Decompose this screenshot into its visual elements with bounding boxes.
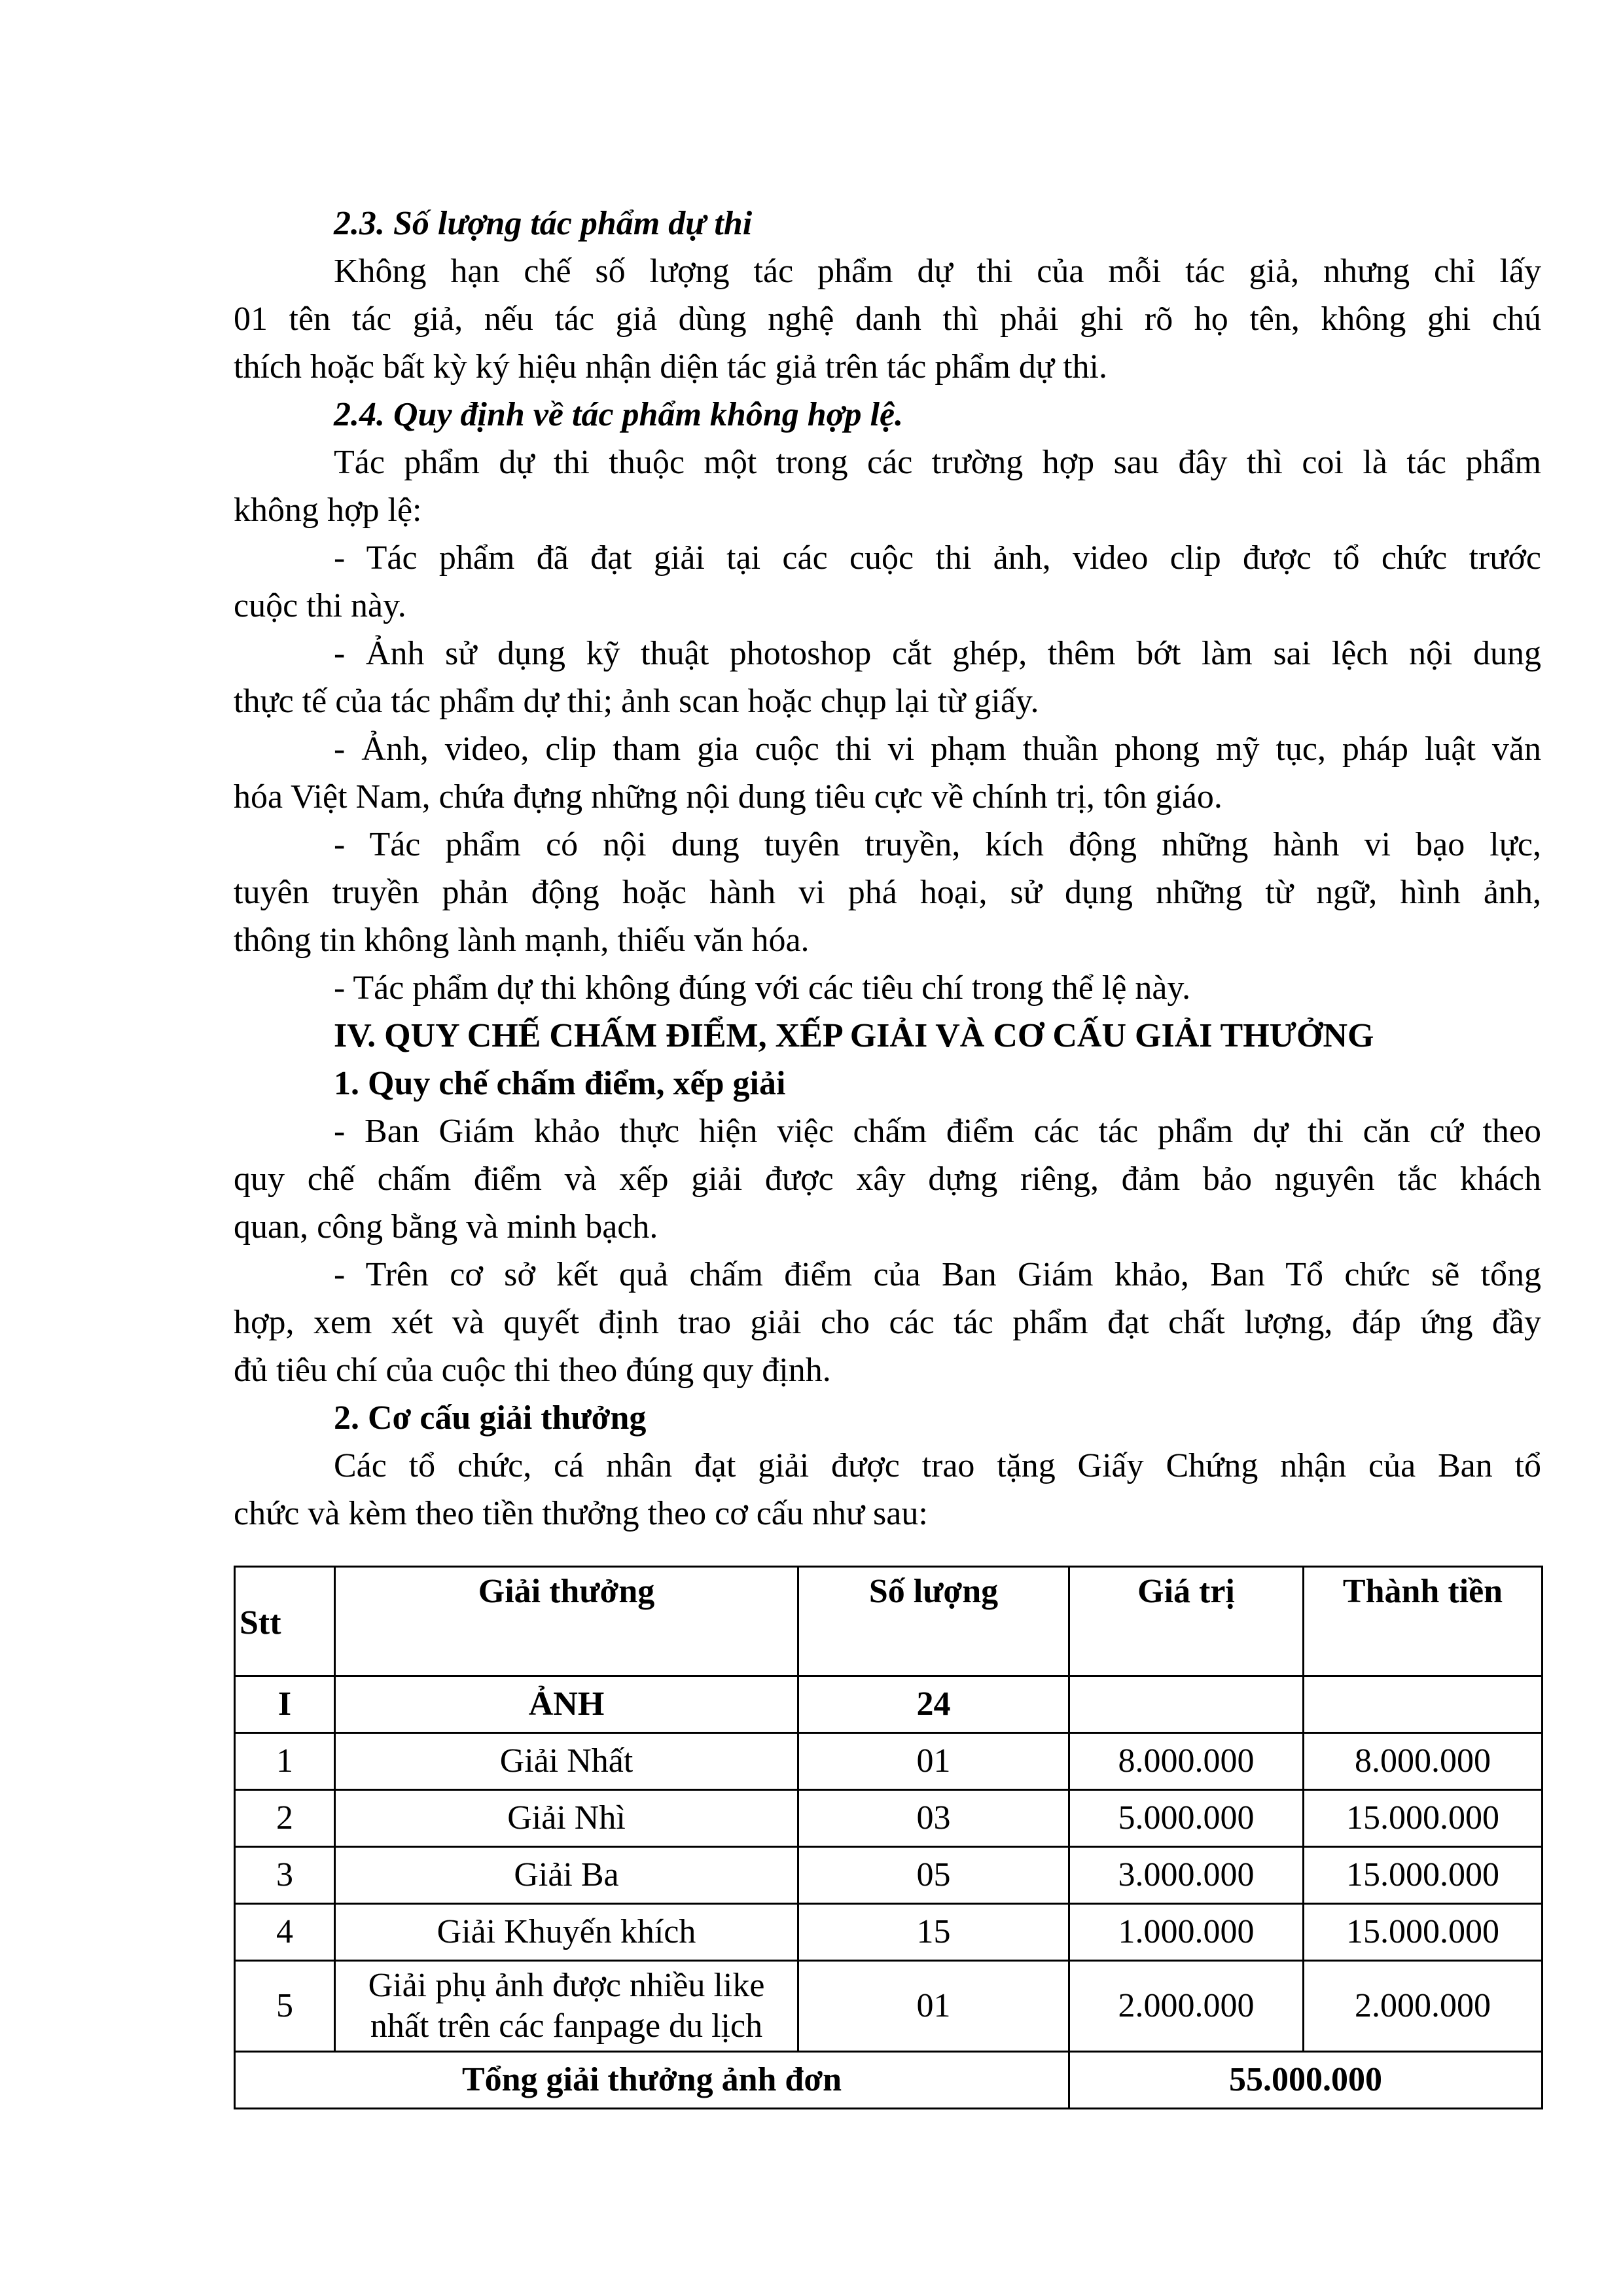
bullet-line: thực tế của tác phẩm dự thi; ảnh scan hoặc chụp lại từ giấy. — [234, 683, 1039, 720]
cell-stt: 5 — [235, 1961, 335, 2052]
cell-total: 2.000.000 — [1304, 1961, 1543, 2052]
cell-value: 1.000.000 — [1069, 1904, 1304, 1961]
cell-qty: 03 — [798, 1790, 1069, 1847]
bullet-line: tuyên truyền phản động hoặc hành vi phá hoại, sử dụng những từ ngữ, hình ảnh, — [234, 874, 1541, 911]
paragraph-line: - Ban Giám khảo thực hiện việc chấm điểm các tác phẩm dự thi căn cứ theo — [334, 1113, 1541, 1150]
cell-prize: Giải Nhất — [335, 1733, 798, 1790]
paragraph-line: thích hoặc bất kỳ ký hiệu nhận diện tác giả trên tác phẩm dự thi. — [234, 348, 1107, 386]
cell-total: 8.000.000 — [1304, 1733, 1543, 1790]
bullet-line: - Tác phẩm có nội dung tuyên truyền, kích động những hành vi bạo lực, — [334, 826, 1541, 863]
table-header-row — [235, 1567, 1543, 1676]
cell-prize: ẢNH — [335, 1676, 798, 1733]
heading-2-4: 2.4. Quy định về tác phẩm không hợp lệ. — [334, 396, 904, 433]
paragraph-line: Các tổ chức, cá nhân đạt giải được trao tặng Giấy Chứng nhận của Ban tổ — [334, 1447, 1541, 1484]
cell-stt: 3 — [235, 1847, 335, 1904]
cell-total: 15.000.000 — [1304, 1847, 1543, 1904]
footer-label: Tổng giải thưởng ảnh đơn — [235, 2052, 1069, 2109]
table-row — [235, 1847, 1543, 1904]
cell-prize: Giải Khuyến khích — [335, 1904, 798, 1961]
table-row — [235, 1733, 1543, 1790]
table-row — [235, 1961, 1543, 2052]
header-total: Thành tiền — [1304, 1567, 1543, 1676]
cell-value: 3.000.000 — [1069, 1847, 1304, 1904]
cell-stt: 1 — [235, 1733, 335, 1790]
table-row — [235, 1904, 1543, 1961]
paragraph-line: đủ tiêu chí của cuộc thi theo đúng quy định. — [234, 1352, 831, 1389]
cell-prize: Giải Nhì — [335, 1790, 798, 1847]
cell-prize-line: nhất trên các fanpage du lịch — [370, 2007, 763, 2045]
cell-total — [1304, 1676, 1543, 1733]
bullet-line: - Tác phẩm dự thi không đúng với các tiêu chí trong thể lệ này. — [334, 969, 1191, 1007]
cell-prize: Giải Ba — [335, 1847, 798, 1904]
bullet-line: - Tác phẩm đã đạt giải tại các cuộc thi ảnh, video clip được tổ chức trước — [334, 539, 1541, 577]
header-stt: Stt — [235, 1567, 335, 1676]
bullet-line: thông tin không lành mạnh, thiếu văn hóa. — [234, 922, 810, 959]
paragraph-line: Không hạn chế số lượng tác phẩm dự thi của mỗi tác giả, nhưng chỉ lấy — [334, 253, 1541, 290]
cell-stt: I — [235, 1676, 335, 1733]
cell-total: 15.000.000 — [1304, 1904, 1543, 1961]
document-body — [234, 200, 1541, 1537]
cell-value: 2.000.000 — [1069, 1961, 1304, 2052]
bullet-line: hóa Việt Nam, chứa đựng những nội dung tiêu cực về chính trị, tôn giáo. — [234, 778, 1222, 816]
paragraph-line: không hợp lệ: — [234, 492, 422, 529]
header-value: Giá trị — [1069, 1567, 1304, 1676]
footer-amount: 55.000.000 — [1069, 2052, 1543, 2109]
paragraph-line: 01 tên tác giả, nếu tác giả dùng nghệ danh thì phải ghi rõ họ tên, không ghi chú — [234, 300, 1541, 338]
prize-table — [234, 1566, 1543, 2109]
cell-qty: 01 — [798, 1961, 1069, 2052]
heading-section-iv: IV. QUY CHẾ CHẤM ĐIỂM, XẾP GIẢI VÀ CƠ CẤU GIẢI THƯỞNG — [334, 1017, 1374, 1054]
cell-qty: 24 — [798, 1676, 1069, 1733]
cell-qty: 05 — [798, 1847, 1069, 1904]
bullet-line: - Ảnh sử dụng kỹ thuật photoshop cắt ghép, thêm bớt làm sai lệch nội dung — [334, 635, 1541, 672]
cell-stt: 2 — [235, 1790, 335, 1847]
cell-value: 8.000.000 — [1069, 1733, 1304, 1790]
cell-value — [1069, 1676, 1304, 1733]
paragraph-line: - Trên cơ sở kết quả chấm điểm của Ban Giám khảo, Ban Tổ chức sẽ tổng — [334, 1256, 1541, 1293]
cell-prize-line: Giải phụ ảnh được nhiều like — [368, 1967, 765, 2004]
paragraph-line: chức và kèm theo tiền thưởng theo cơ cấu như sau: — [234, 1495, 928, 1532]
header-qty: Số lượng — [798, 1567, 1069, 1676]
cell-prize — [335, 1961, 798, 2052]
table-row — [235, 1790, 1543, 1847]
bullet-line: cuộc thi này. — [234, 587, 406, 624]
paragraph-line: hợp, xem xét và quyết định trao giải cho các tác phẩm đạt chất lượng, đáp ứng đầy — [234, 1304, 1541, 1341]
table-footer-row — [235, 2052, 1543, 2109]
bullet-line: - Ảnh, video, clip tham gia cuộc thi vi phạm thuần phong mỹ tục, pháp luật văn — [334, 730, 1541, 768]
cell-value: 5.000.000 — [1069, 1790, 1304, 1847]
heading-1: 1. Quy chế chấm điểm, xếp giải — [334, 1065, 786, 1102]
paragraph-line: Tác phẩm dự thi thuộc một trong các trường hợp sau đây thì coi là tác phẩm — [334, 444, 1541, 481]
heading-2-3: 2.3. Số lượng tác phẩm dự thi — [334, 205, 753, 242]
cell-qty: 15 — [798, 1904, 1069, 1961]
paragraph-line: quan, công bằng và minh bạch. — [234, 1208, 658, 1246]
cell-stt: 4 — [235, 1904, 335, 1961]
header-prize: Giải thưởng — [335, 1567, 798, 1676]
cell-total: 15.000.000 — [1304, 1790, 1543, 1847]
table-section-row — [235, 1676, 1543, 1733]
cell-qty: 01 — [798, 1733, 1069, 1790]
heading-2: 2. Cơ cấu giải thưởng — [334, 1399, 647, 1437]
paragraph-line: quy chế chấm điểm và xếp giải được xây dựng riêng, đảm bảo nguyên tắc khách — [234, 1160, 1541, 1198]
